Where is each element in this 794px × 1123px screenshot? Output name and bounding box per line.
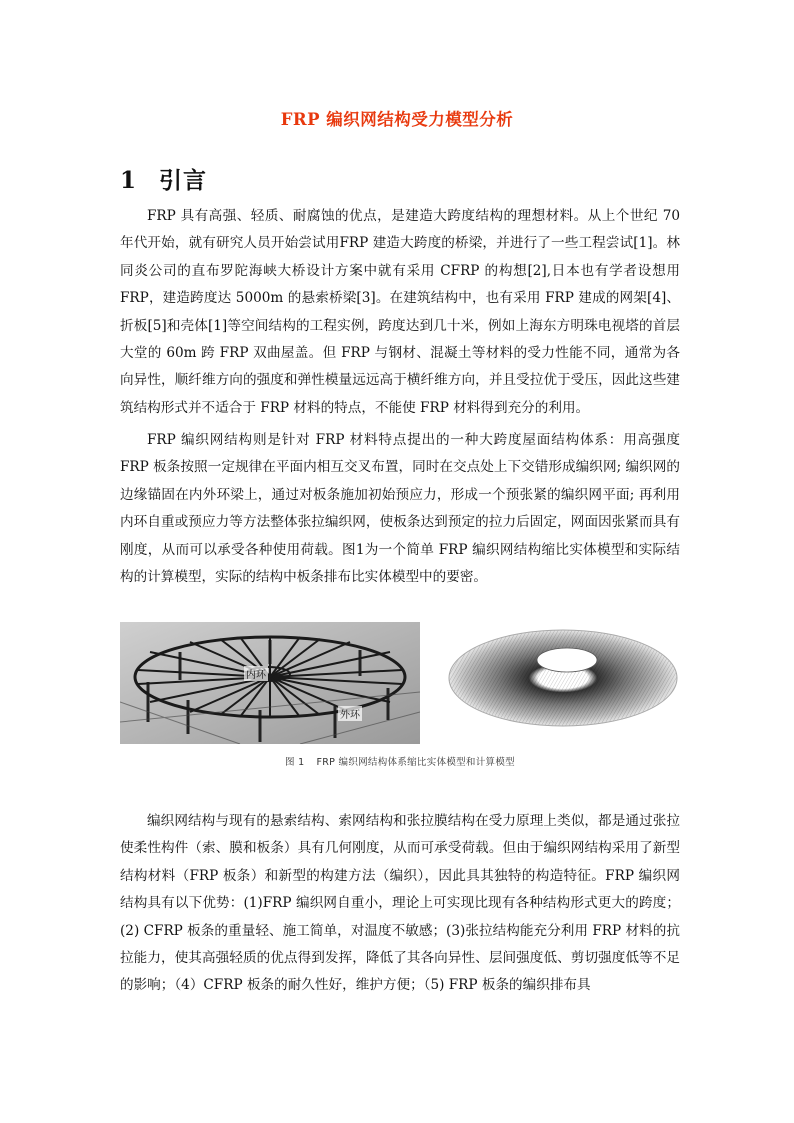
physical-model-photo <box>120 622 420 744</box>
section-title: 引言 <box>159 167 208 194</box>
computational-model-drawing <box>445 622 680 744</box>
inner-ring-label: 内环 <box>244 666 268 681</box>
figure-1 <box>120 622 680 772</box>
paragraph-1: FRP 具有高强、轻质、耐腐蚀的优点，是建造大跨度结构的理想材料。从上个世纪 70 年代开始，就有研究人员开始尝试用FRP 建造大跨度的桥梁，并进行了一些工程尝试[1]。林同炎公司的直布罗陀海峡大桥设计方案中就有采用 CFRP 的构想[2],日本也有学者设想用 FRP，建造跨度达 5000m 的悬索桥梁[3]。在建筑结构中，也有采用 FRP 建成的网架[4]、折板[5]和壳体[1]等空间结构的工程实例，跨度达到几十米，例如上海东方明珠电视塔的首层大堂的 60m 跨 FRP 双曲屋盖。但 FRP 与钢材、混凝土等材料的受力性能不同，通常为各向异性，顺纤维方向的强度和弹性模量远远高于横纤维方向，并且受拉优于受压，因此这些建筑结构形式并不适合于 FRP 材料的特点，不能使 FRP 材料得到充分的利用。 <box>120 208 680 416</box>
paragraph-3: 编织网结构与现有的悬索结构、索网结构和张拉膜结构在受力原理上类似，都是通过张拉使柔性构件（索、膜和板条）具有几何刚度，从而可承受荷载。但由于编织网结构采用了新型结构材料（FRP 板条）和新型的构建方法（编织），因此具其独特的构造特征。FRP 编织网结构具有以下优势：(1)FRP 编织网自重小，理论上可实现比现有各种结构形式更大的跨度；(2) CFRP 板条的重量轻、施工简单，对温度不敏感；(3)张拉结构能充分利用 FRP 材料的抗拉能力，使其高强轻质的优点得到发挥，降低了其各向异性、层间强度低、剪切强度低等不足的影响；（4）CFRP 板条的耐久性好，维护方便；（5) FRP 板条的编织排布具 <box>120 813 680 994</box>
section-heading <box>120 162 207 195</box>
computational-model-image <box>445 622 680 744</box>
physical-model-drawing <box>120 622 420 744</box>
document-title: FRP 编织网结构受力模型分析 <box>280 110 514 129</box>
figure-caption-text: FRP 编织网结构体系缩比实体模型和计算模型 <box>316 757 515 768</box>
figure-number: 图 1 <box>285 757 305 768</box>
section-number: 1 <box>120 167 138 194</box>
figure-caption <box>120 754 680 768</box>
paragraph-2: FRP 编织网结构则是针对 FRP 材料特点提出的一种大跨度屋面结构体系：用高强度 FRP 板条按照一定规律在平面内相互交叉布置，同时在交点处上下交错形成编织网; 编织网的边缘锚固在内外环梁上，通过对板条施加初始预应力，形成一个预张紧的编织网平面; 再利用内环自重或预应力等方法整体张拉编织网，使板条达到预定的拉力后固定，网面因张紧而具有刚度，从而可以承受各种使用荷载。图1为一个简单 FRP 编织网结构缩比实体模型和实际结构的计算模型，实际的结构中板条排布比实体模型中的要密。 <box>120 432 680 586</box>
outer-ring-label: 外环 <box>338 706 362 721</box>
